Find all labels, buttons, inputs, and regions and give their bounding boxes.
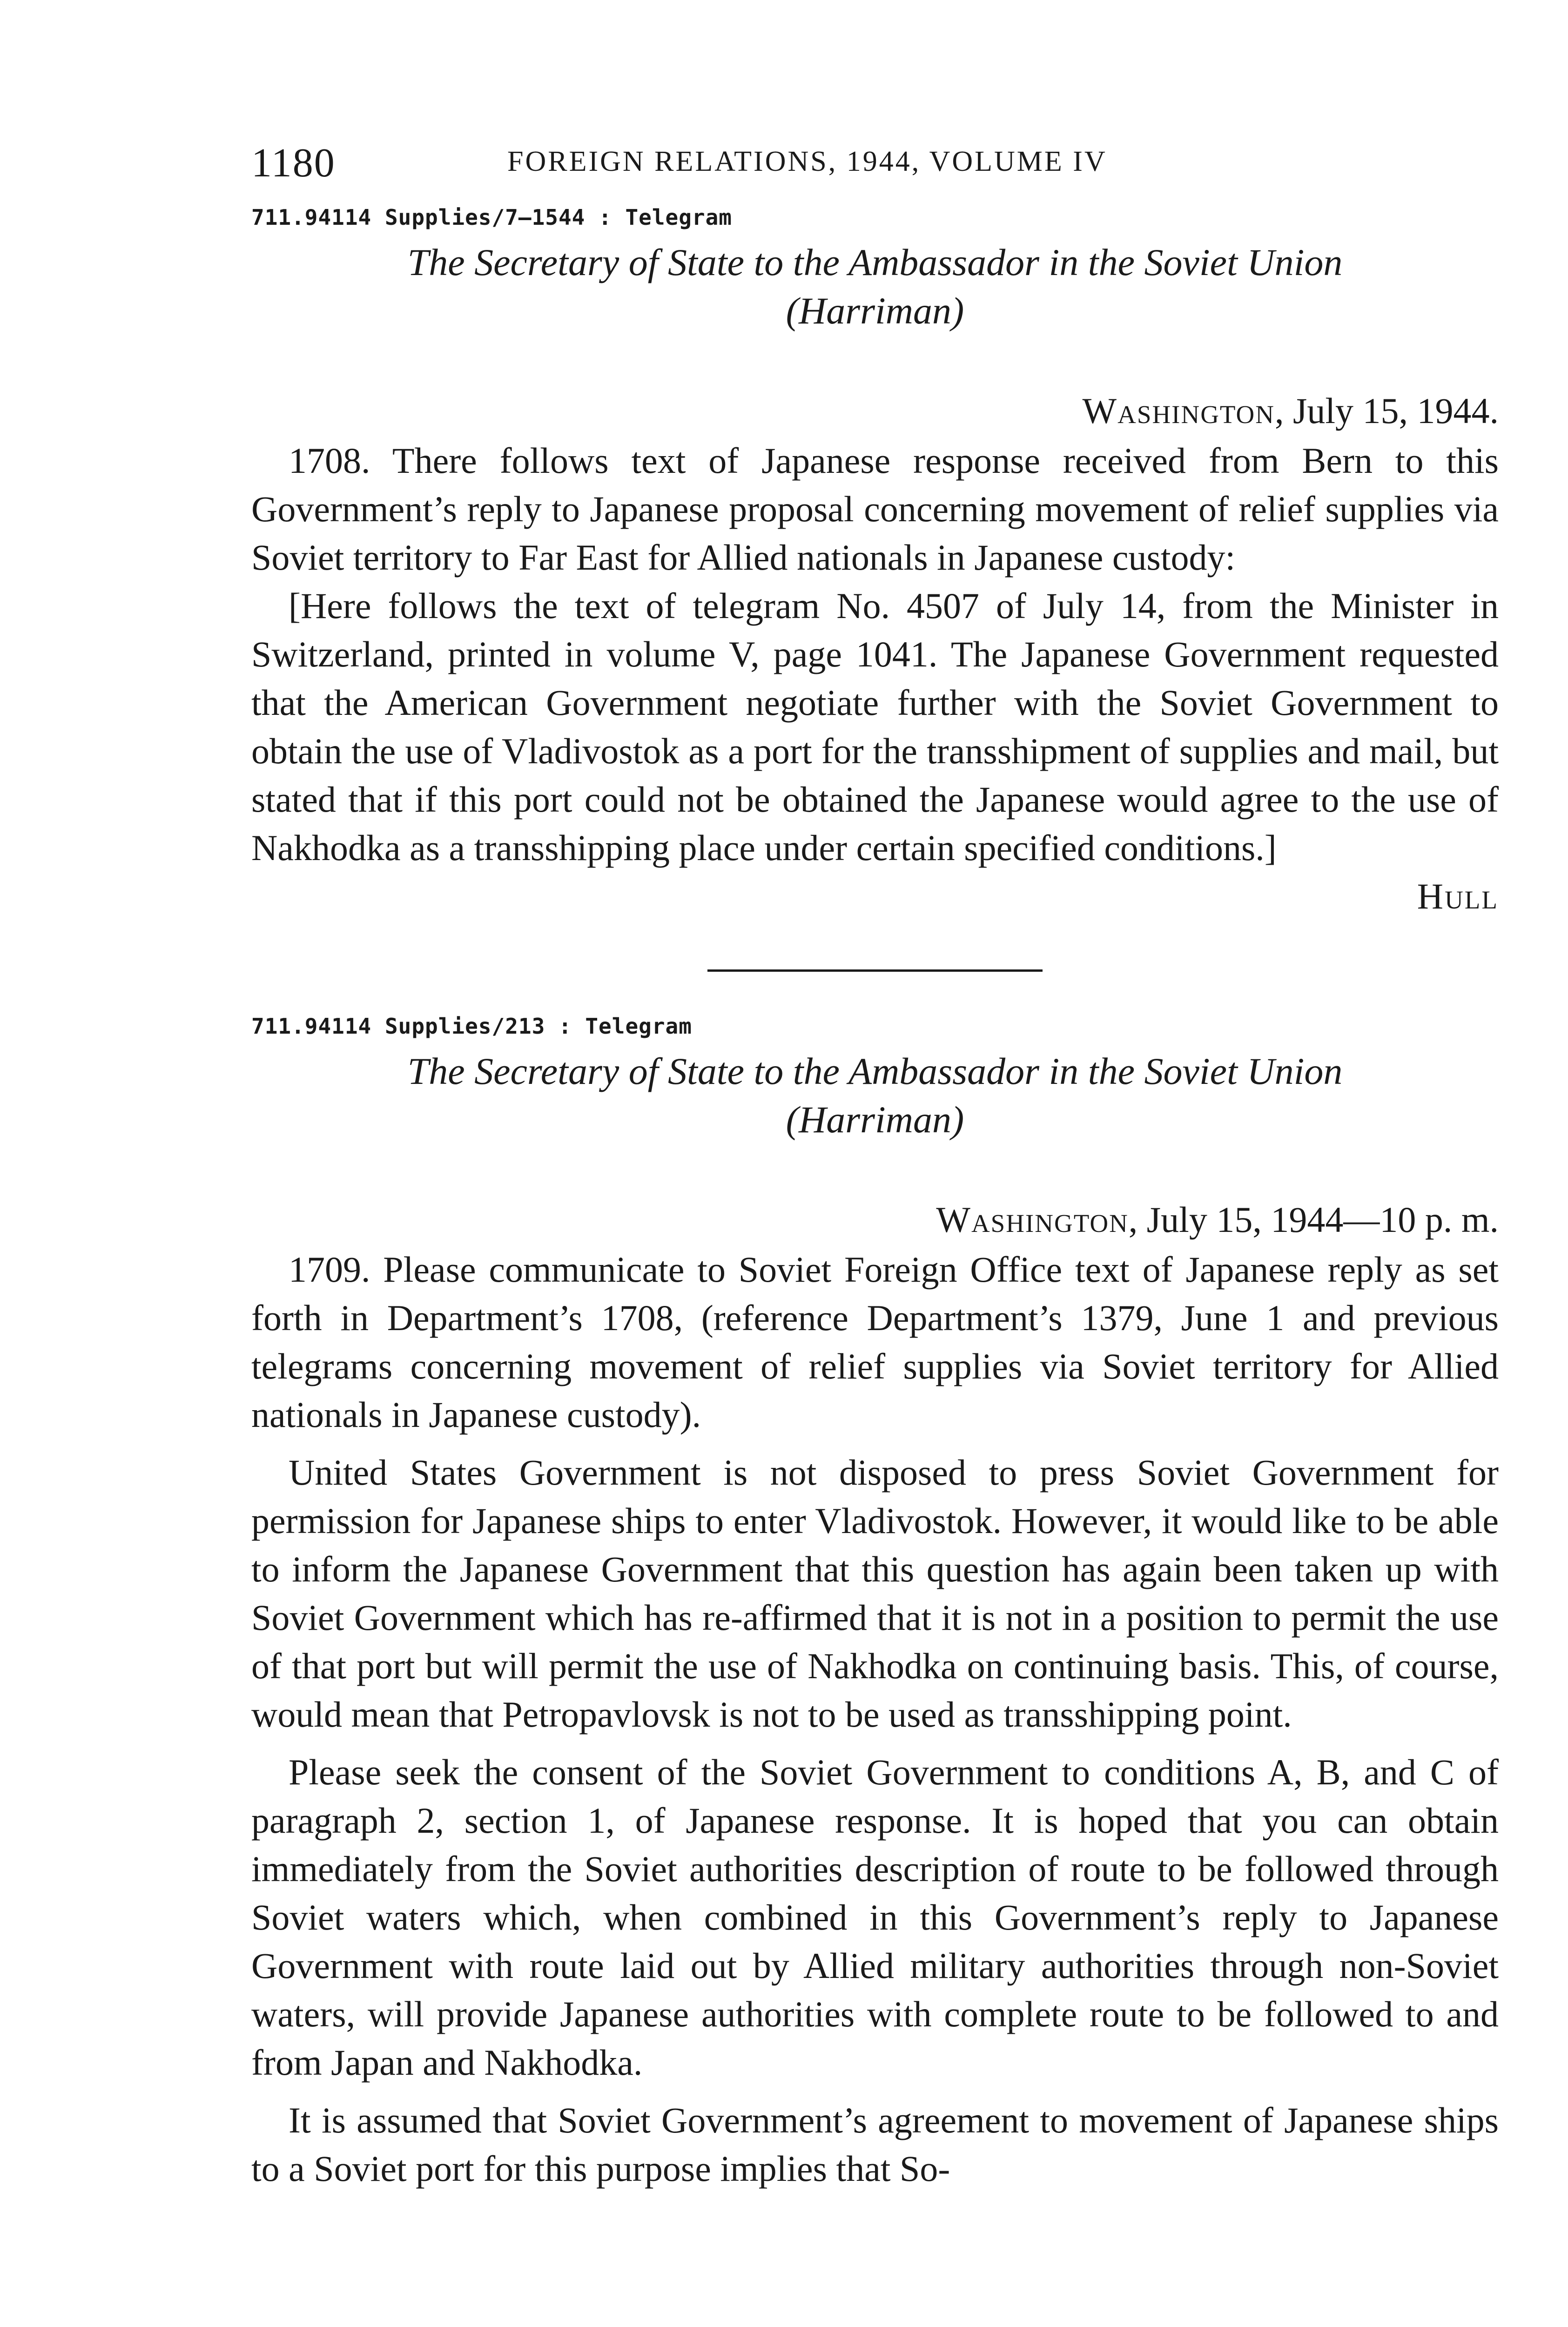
body-paragraph: 1709. Please communicate to Soviet Foreign Office text of Japanese reply as set forth in Department’s 1708, (reference Department’s 1379, June 1 and previous telegrams concerning movement of relief supplies via Soviet territory for Allied nationals in Japanese custody). <box>251 1249 1499 1435</box>
body-paragraph: [Here follows the text of telegram No. 4507 of July 14, from the Minister in Switzerland, printed in volume V, page 1041. The Japanese Government requested that the American Government negotiate further with the Soviet Government to obtain the use of Vladivostok as a port for the transshipment of supplies and mail, but stated that if this port could not be obtained the Japanese would agree to the use of Nakhodka as a transshipping place under certain specified conditions.] <box>251 585 1499 868</box>
document-heading <box>251 1047 1499 1144</box>
dateline-date: , July 15, 1944. <box>1274 390 1499 431</box>
dateline <box>251 390 1499 432</box>
dateline-place: Washington <box>936 1199 1129 1240</box>
telegram-1708 <box>251 205 1499 921</box>
section-divider <box>707 969 1043 972</box>
document-heading <box>251 238 1499 335</box>
heading-line: The Secretary of State to the Ambassador in the Soviet Union <box>407 1050 1343 1092</box>
telegram-1709 <box>251 1014 1499 2193</box>
heading-line: (Harriman) <box>786 1098 964 1141</box>
document-page <box>251 140 1499 2193</box>
running-title: FOREIGN RELATIONS, 1944, VOLUME IV <box>507 146 1107 177</box>
signature: Hull <box>1417 876 1499 916</box>
body-paragraph: It is assumed that Soviet Government’s agreement to movement of Japanese ships to a Soviet port for this purpose implies that So- <box>251 2100 1499 2189</box>
heading-line: The Secretary of State to the Ambassador in the Soviet Union <box>407 241 1343 283</box>
body-paragraph: Please seek the consent of the Soviet Government to conditions A, B, and C of paragraph 2, section 1, of Japanese response. It is hoped that you can obtain immediately from the Soviet authorities description of route to be followed through Soviet waters which, when combined in this Government’s reply to Japanese Government with route laid out by Allied military authorities through non-Soviet waters, will provide Japanese authorities with complete route to be followed to and from Japan and Nakhodka. <box>251 1752 1499 2083</box>
body-paragraph: 1708. There follows text of Japanese response received from Bern to this Government’s reply to Japanese proposal concerning movement of relief supplies via Soviet territory to Far East for Allied nationals in Japanese custody: <box>251 440 1499 578</box>
page-number: 1180 <box>251 141 336 186</box>
heading-line: (Harriman) <box>786 289 964 332</box>
file-reference: 711.94114 Supplies/7–1544 : Telegram <box>251 205 732 230</box>
dateline-place: Washington <box>1082 390 1275 431</box>
dateline <box>251 1199 1499 1241</box>
file-reference: 711.94114 Supplies/213 : Telegram <box>251 1014 692 1039</box>
dateline-date: , July 15, 1944—10 p. m. <box>1128 1199 1499 1240</box>
body-paragraph: United States Government is not disposed to press Soviet Government for permission for Japanese ships to enter Vladivostok. However, it would like to be able to inform the Japanese Government that this question has again been taken up with Soviet Government which has re-affirmed that it is not in a position to permit the use of that port but will permit the use of Nakhodka on continuing basis. This, of course, would mean that Petropavlovsk is not to be used as transshipping point. <box>251 1452 1499 1735</box>
running-head <box>251 140 1499 191</box>
